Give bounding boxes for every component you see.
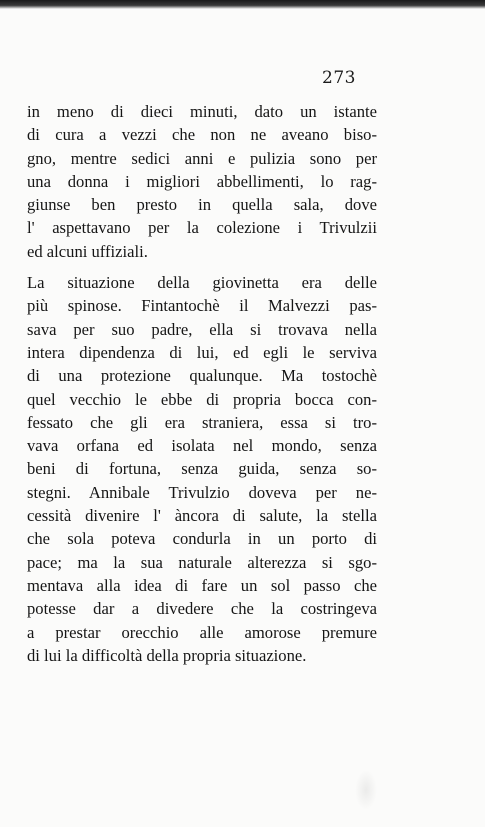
text-line: quel vecchio le ebbe di propria bocca con-	[27, 389, 377, 409]
text-line: La situazione della giovinetta era delle	[27, 273, 377, 293]
page-top-edge	[0, 0, 485, 9]
text-line: di lui la difficoltà della propria situazione.	[27, 645, 307, 665]
paper-smudge	[355, 770, 377, 810]
text-line: giunse ben presto in quella sala, dove	[27, 195, 377, 215]
text-line: intera dipendenza di lui, ed egli le serviva	[27, 342, 377, 362]
text-line: vava orfana ed isolata nel mondo, senza	[27, 436, 377, 456]
paragraph-2	[27, 271, 377, 667]
text-line: stegni. Annibale Trivulzio doveva per ne-	[27, 482, 377, 502]
text-line: una donna i migliori abbellimenti, lo rag-	[27, 171, 377, 191]
text-line: pace; ma la sua naturale alterezza si sgo-	[27, 552, 377, 572]
text-line: sava per suo padre, ella si trovava nella	[27, 319, 377, 339]
text-line: cessità divenire l' àncora di salute, la stella	[27, 506, 377, 526]
paragraph-1	[27, 100, 377, 263]
text-line: l' aspettavano per la colezione i Trivulzii	[27, 218, 377, 238]
body-text	[27, 100, 377, 667]
text-line: più spinose. Fintantochè il Malvezzi pas-	[27, 296, 377, 316]
text-line: gno, mentre sedici anni e pulizia sono per	[27, 148, 377, 168]
text-line: in meno di dieci minuti, dato un istante	[27, 102, 377, 121]
text-line: di una protezione qualunque. Ma tostochè	[27, 366, 377, 386]
text-line: ed alcuni uffiziali.	[27, 241, 148, 261]
text-line: fessato che gli era straniera, essa si tro-	[27, 412, 377, 432]
text-line: che sola poteva condurla in un porto di	[27, 529, 377, 549]
text-line: di cura a vezzi che non ne aveano biso-	[27, 125, 377, 145]
text-line: a prestar orecchio alle amorose premure	[27, 622, 377, 642]
page-number: 273	[322, 68, 356, 88]
text-line: mentava alla idea di fare un sol passo che	[27, 575, 377, 595]
paragraph-gap	[27, 263, 377, 271]
text-line: beni di fortuna, senza guida, senza so-	[27, 459, 377, 479]
text-line: potesse dar a divedere che la costringeva	[27, 599, 377, 619]
